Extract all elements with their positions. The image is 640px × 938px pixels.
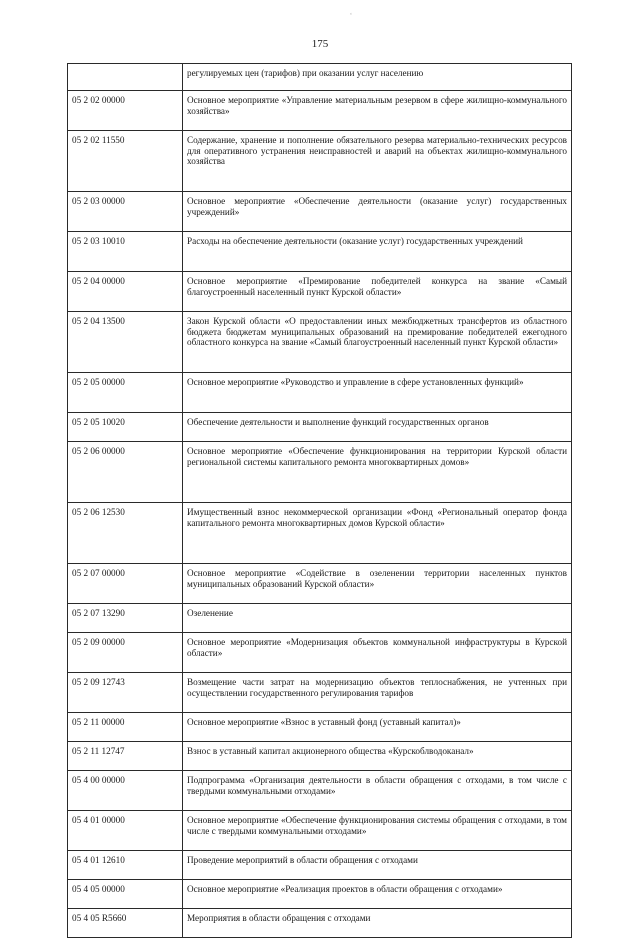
row-description: Расходы на обеспечение деятельности (оказание услуг) государственных учреждений [183,232,572,272]
scan-mark: ‘ [350,13,352,19]
table-row [68,564,572,604]
row-description: Проведение мероприятий в области обращения с отходами [183,851,572,880]
row-code: 05 2 03 10010 [68,232,183,272]
row-description: Основное мероприятие «Реализация проектов в области обращения с отходами» [183,880,572,909]
row-code [68,64,183,91]
row-code: 05 4 05 00000 [68,880,183,909]
row-code: 05 2 07 13290 [68,604,183,633]
row-description: Возмещение части затрат на модернизацию объектов теплоснабжения, не учтенных при осуществлении государственного регулирования тарифов [183,673,572,713]
table-row [68,91,572,131]
row-description: Основное мероприятие «Модернизация объектов коммунальной инфраструктуры в Курской области» [183,633,572,673]
row-description: Основное мероприятие «Содействие в озеленении территории населенных пунктов муниципальных образований Курской области» [183,564,572,604]
row-description: Обеспечение деятельности и выполнение функций государственных органов [183,413,572,442]
table-row [68,64,572,91]
table-row [68,413,572,442]
row-code: 05 2 06 12530 [68,503,183,564]
row-code: 05 2 05 10020 [68,413,183,442]
row-code: 05 4 01 00000 [68,811,183,851]
row-code: 05 4 01 12610 [68,851,183,880]
row-description: Основное мероприятие «Взнос в уставный фонд (уставный капитал)» [183,713,572,742]
row-description: Основное мероприятие «Обеспечение деятельности (оказание услуг) государственных учреждений» [183,192,572,232]
table-row [68,633,572,673]
row-description: регулируемых цен (тарифов) при оказании услуг населению [183,64,572,91]
table-row [68,272,572,312]
table-row [68,373,572,413]
row-description: Взнос в уставный капитал акционерного общества «Курскоблводоканал» [183,742,572,771]
row-code: 05 2 04 00000 [68,272,183,312]
table-row [68,442,572,503]
budget-classification-table [67,63,572,938]
row-code: 05 2 02 11550 [68,131,183,192]
table-row [68,880,572,909]
table-row [68,312,572,373]
row-code: 05 2 05 00000 [68,373,183,413]
row-code: 05 4 05 R5660 [68,909,183,938]
row-code: 05 2 11 00000 [68,713,183,742]
row-code: 05 2 09 00000 [68,633,183,673]
row-description: Основное мероприятие «Обеспечение функционирования на территории Курской области региональной системы капитального ремонта многоквартирных домов» [183,442,572,503]
row-code: 05 2 03 00000 [68,192,183,232]
row-description: Содержание, хранение и пополнение обязательного резерва материально-технических ресурсов для оперативного устранения неисправностей и аварий на объектах жилищно-коммунального хозяйства [183,131,572,192]
table-row [68,771,572,811]
table-row [68,909,572,938]
row-description: Закон Курской области «О предоставлении иных межбюджетных трансфертов из областного бюджета бюджетам муниципальных образований на премирование победителей ежегодного областного конкурса на звание «Самый благоустроенный населенный пункт Курской области» [183,312,572,373]
row-description: Основное мероприятие «Премирование победителей конкурса на звание «Самый благоустроенный населенный пункт Курской области» [183,272,572,312]
table-row [68,604,572,633]
table-row [68,232,572,272]
row-code: 05 4 00 00000 [68,771,183,811]
row-code: 05 2 06 00000 [68,442,183,503]
row-description: Основное мероприятие «Руководство и управление в сфере установленных функций» [183,373,572,413]
row-code: 05 2 02 00000 [68,91,183,131]
table-row [68,192,572,232]
row-code: 05 2 07 00000 [68,564,183,604]
row-code: 05 2 09 12743 [68,673,183,713]
row-description: Основное мероприятие «Управление материальным резервом в сфере жилищно-коммунального хозяйства» [183,91,572,131]
table-row [68,713,572,742]
row-code: 05 2 04 13500 [68,312,183,373]
row-code: 05 2 11 12747 [68,742,183,771]
table-row [68,131,572,192]
row-description: Мероприятия в области обращения с отходами [183,909,572,938]
table-row [68,742,572,771]
table-row [68,851,572,880]
row-description: Основное мероприятие «Обеспечение функционирования системы обращения с отходами, в том числе с твердыми коммунальными отходами» [183,811,572,851]
row-description: Озеленение [183,604,572,633]
row-description: Подпрограмма «Организация деятельности в области обращения с отходами, в том числе с твердыми коммунальными отходами» [183,771,572,811]
table-row [68,673,572,713]
page-number: 175 [311,38,329,50]
table-row [68,503,572,564]
table-row [68,811,572,851]
row-description: Имущественный взнос некоммерческой организации «Фонд «Региональный оператор фонда капитального ремонта многоквартирных домов Курской области» [183,503,572,564]
